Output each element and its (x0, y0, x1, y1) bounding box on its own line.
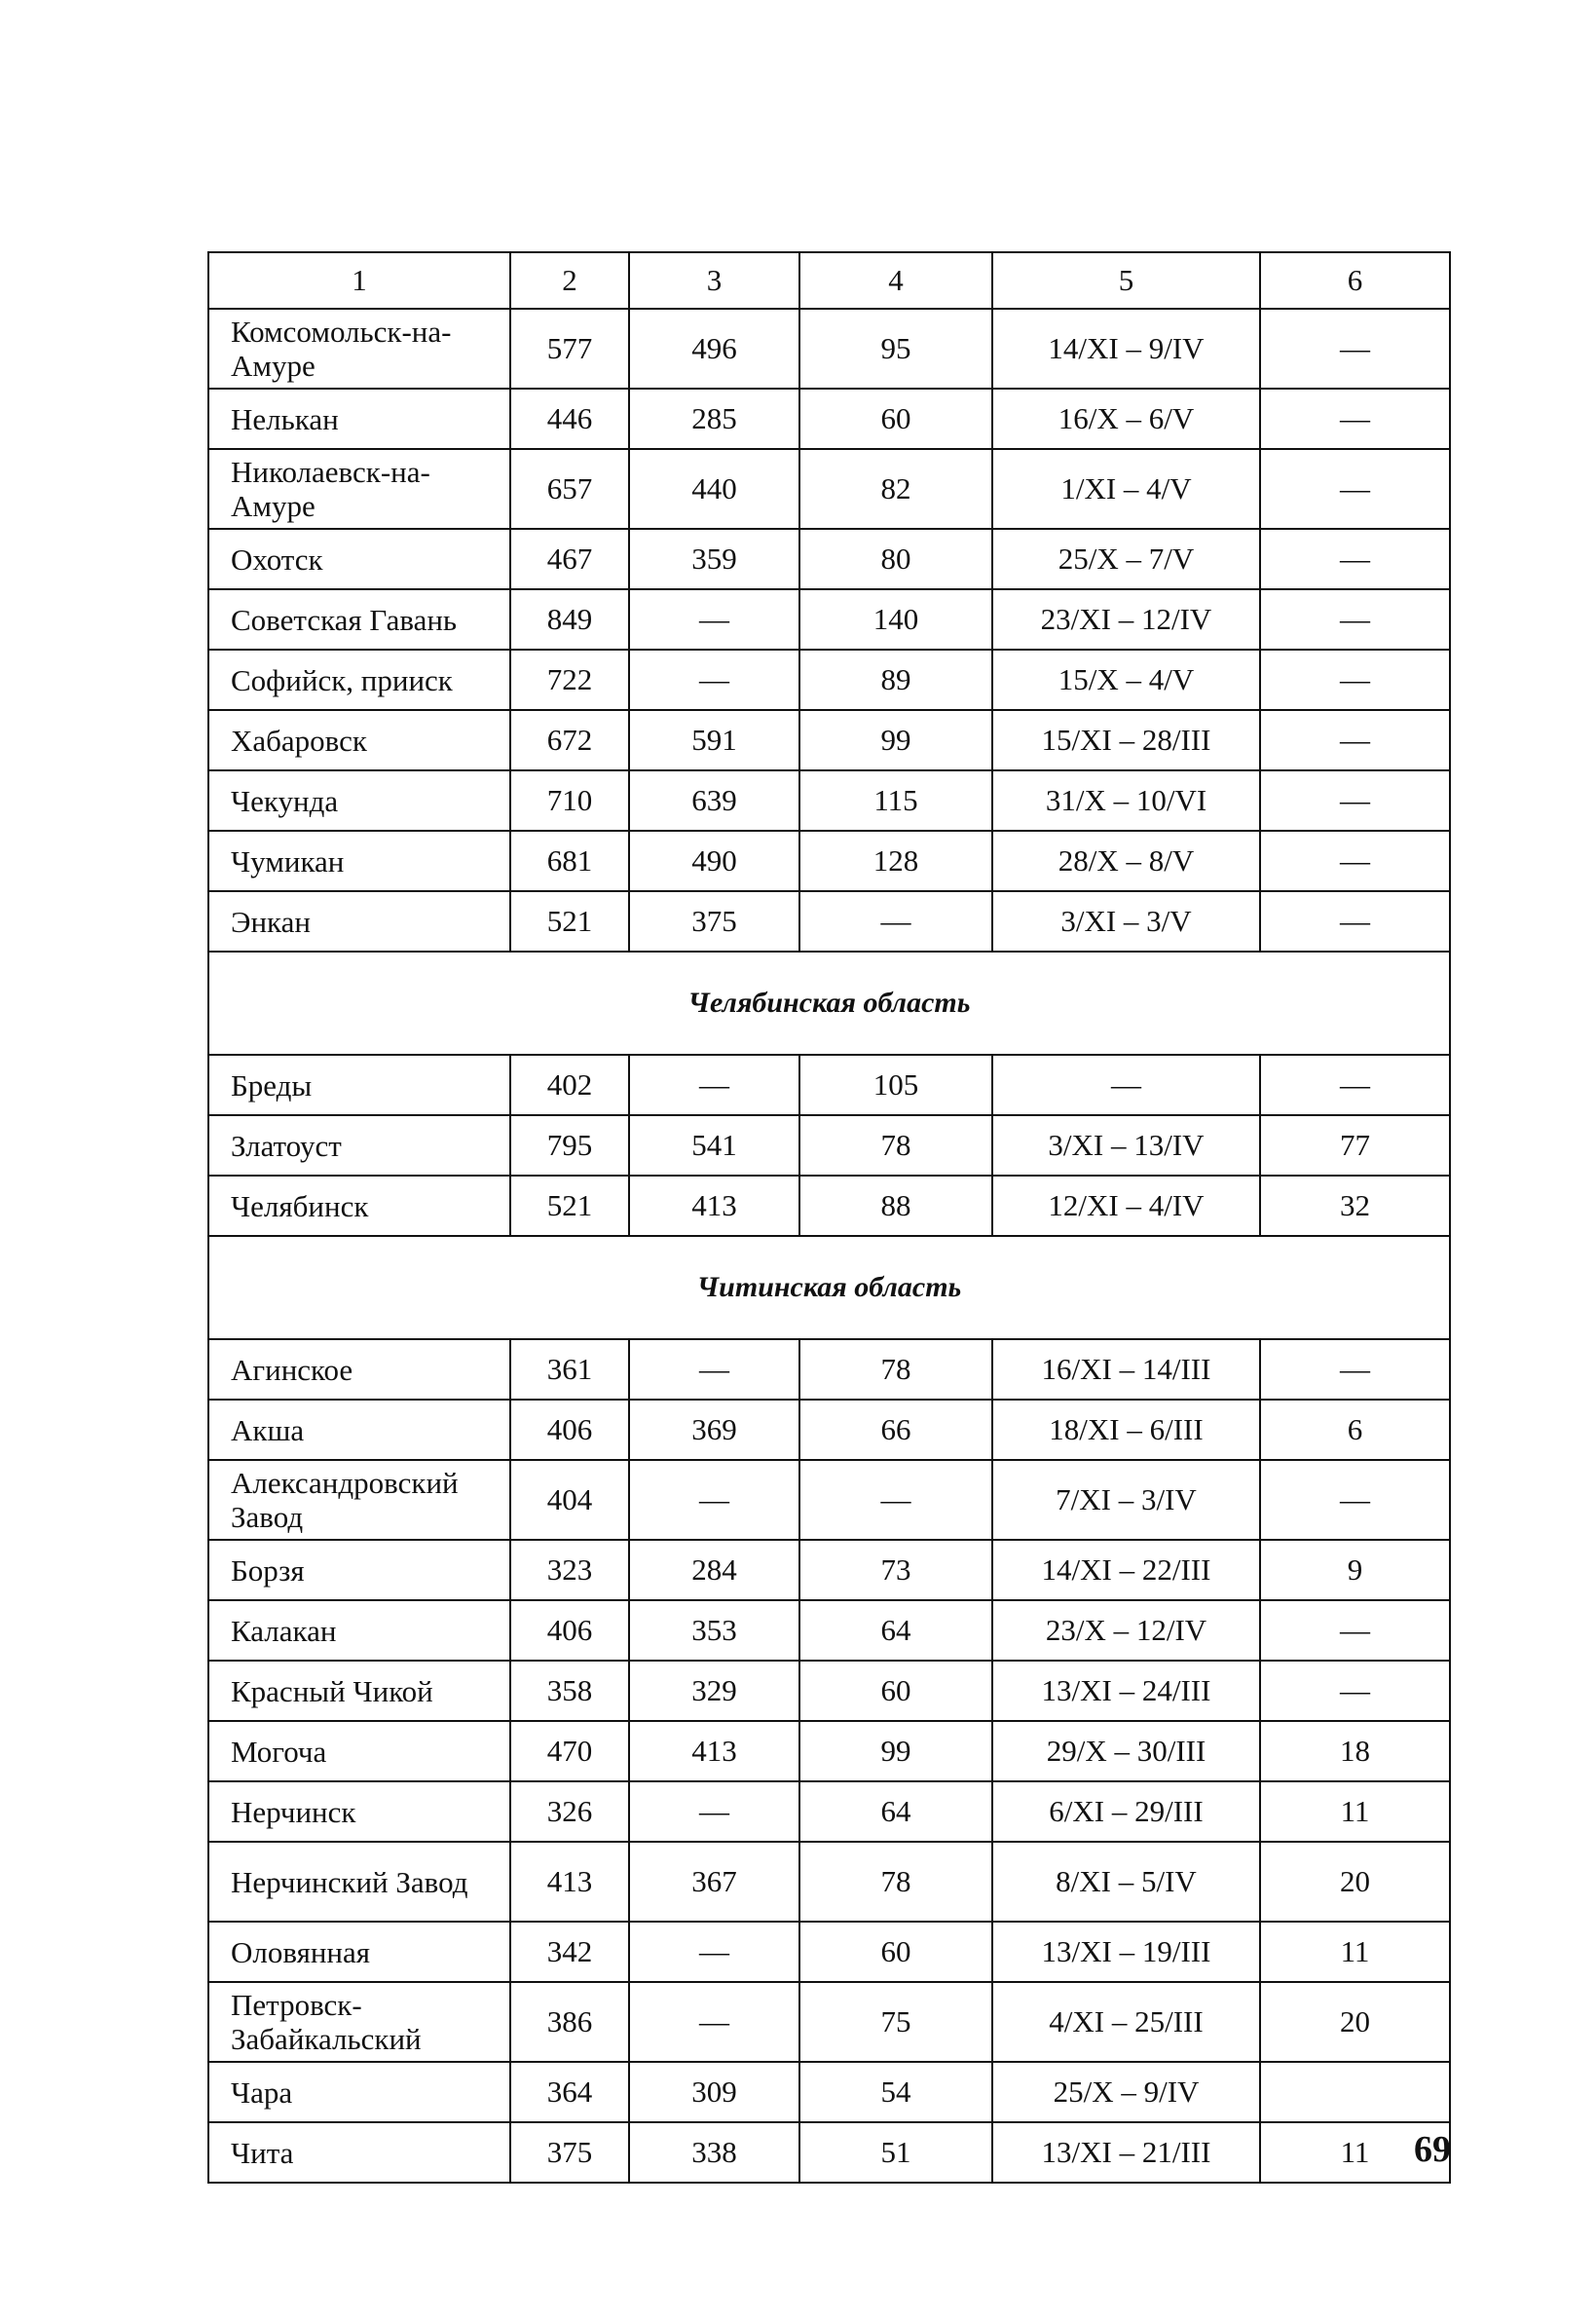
period-cell: 25/X – 7/V (992, 529, 1260, 589)
table-row (208, 1721, 1450, 1781)
table-body (208, 252, 1450, 2183)
table-row (208, 1540, 1450, 1600)
value-col4-cell: 89 (799, 650, 992, 710)
value-col3-cell: — (629, 650, 799, 710)
value-col2-cell: 672 (510, 710, 629, 770)
value-col3-cell: 496 (629, 309, 799, 389)
value-col3-cell: 329 (629, 1661, 799, 1721)
value-col4-cell: 78 (799, 1339, 992, 1400)
value-col3-cell: 440 (629, 449, 799, 529)
value-col4-cell: 80 (799, 529, 992, 589)
period-cell: 13/XI – 21/III (992, 2122, 1260, 2183)
value-col2-cell: 358 (510, 1661, 629, 1721)
value-col3-cell: 338 (629, 2122, 799, 2183)
station-name-cell: Хабаровск (208, 710, 510, 770)
column-number-4: 4 (799, 252, 992, 309)
value-col4-cell: 99 (799, 1721, 992, 1781)
value-col3-cell: 541 (629, 1115, 799, 1176)
value-col6-cell: — (1260, 449, 1450, 529)
station-name-cell: Николаевск-на-Амуре (208, 449, 510, 529)
value-col6-cell: — (1260, 650, 1450, 710)
value-col3-cell: 591 (629, 710, 799, 770)
station-name-cell: Софийск, прииск (208, 650, 510, 710)
table-row (208, 710, 1450, 770)
station-name-cell: Оловянная (208, 1922, 510, 1982)
value-col6-cell: — (1260, 1661, 1450, 1721)
station-name-cell: Нерчинский Завод (208, 1842, 510, 1922)
value-col3-cell: — (629, 1339, 799, 1400)
value-col2-cell: 521 (510, 1176, 629, 1236)
period-cell: 16/XI – 14/III (992, 1339, 1260, 1400)
table-row (208, 1339, 1450, 1400)
value-col3-cell: 375 (629, 891, 799, 952)
station-name-cell: Чита (208, 2122, 510, 2183)
value-col6-cell: — (1260, 1339, 1450, 1400)
value-col4-cell: 115 (799, 770, 992, 831)
period-cell: 18/XI – 6/III (992, 1400, 1260, 1460)
table-row (208, 309, 1450, 389)
value-col6-cell: — (1260, 1055, 1450, 1115)
table-row (208, 589, 1450, 650)
station-name-cell: Калакан (208, 1600, 510, 1661)
table-row (208, 1922, 1450, 1982)
value-col2-cell: 406 (510, 1400, 629, 1460)
table-row (208, 770, 1450, 831)
value-col2-cell: 710 (510, 770, 629, 831)
value-col3-cell: — (629, 1055, 799, 1115)
station-name-cell: Златоуст (208, 1115, 510, 1176)
value-col4-cell: 78 (799, 1115, 992, 1176)
table-row (208, 2122, 1450, 2183)
value-col3-cell: 359 (629, 529, 799, 589)
period-cell: 7/XI – 3/IV (992, 1460, 1260, 1540)
value-col2-cell: 406 (510, 1600, 629, 1661)
period-cell: 31/X – 10/VI (992, 770, 1260, 831)
value-col3-cell: — (629, 1781, 799, 1842)
value-col6-cell: — (1260, 891, 1450, 952)
table-row (208, 650, 1450, 710)
value-col3-cell: — (629, 1922, 799, 1982)
value-col2-cell: 470 (510, 1721, 629, 1781)
value-col6-cell: — (1260, 1460, 1450, 1540)
value-col2-cell: 413 (510, 1842, 629, 1922)
period-cell: 3/XI – 13/IV (992, 1115, 1260, 1176)
value-col6-cell: 20 (1260, 1982, 1450, 2062)
climate-table (207, 251, 1451, 2184)
value-col6-cell: 77 (1260, 1115, 1450, 1176)
value-col2-cell: 361 (510, 1339, 629, 1400)
value-col4-cell: 60 (799, 1922, 992, 1982)
period-cell: 14/XI – 9/IV (992, 309, 1260, 389)
table-row (208, 1176, 1450, 1236)
value-col4-cell: 82 (799, 449, 992, 529)
value-col6-cell: — (1260, 389, 1450, 449)
value-col6-cell: 11 (1260, 2122, 1450, 2183)
value-col2-cell: 681 (510, 831, 629, 891)
value-col6-cell: 11 (1260, 1922, 1450, 1982)
value-col4-cell: 73 (799, 1540, 992, 1600)
value-col2-cell: 323 (510, 1540, 629, 1600)
table-row (208, 891, 1450, 952)
value-col4-cell: 60 (799, 1661, 992, 1721)
station-name-cell: Советская Гавань (208, 589, 510, 650)
station-name-cell: Нерчинск (208, 1781, 510, 1842)
value-col2-cell: 342 (510, 1922, 629, 1982)
value-col2-cell: 657 (510, 449, 629, 529)
value-col2-cell: 375 (510, 2122, 629, 2183)
value-col4-cell: 51 (799, 2122, 992, 2183)
value-col2-cell: 446 (510, 389, 629, 449)
table-row (208, 1982, 1450, 2062)
value-col3-cell: 490 (629, 831, 799, 891)
value-col2-cell: 722 (510, 650, 629, 710)
value-col2-cell: 467 (510, 529, 629, 589)
value-col6-cell: — (1260, 529, 1450, 589)
value-col4-cell: 105 (799, 1055, 992, 1115)
period-cell: 4/XI – 25/III (992, 1982, 1260, 2062)
region-title: Челябинская область (208, 952, 1450, 1055)
period-cell: 15/X – 4/V (992, 650, 1260, 710)
column-number-6: 6 (1260, 252, 1450, 309)
value-col6-cell: 9 (1260, 1540, 1450, 1600)
table-row (208, 1781, 1450, 1842)
value-col4-cell: 95 (799, 309, 992, 389)
table-row (208, 1055, 1450, 1115)
station-name-cell: Красный Чикой (208, 1661, 510, 1721)
value-col6-cell: 32 (1260, 1176, 1450, 1236)
table-row (208, 1842, 1450, 1922)
value-col4-cell: 60 (799, 389, 992, 449)
value-col4-cell: 64 (799, 1600, 992, 1661)
value-col6-cell: — (1260, 589, 1450, 650)
value-col2-cell: 326 (510, 1781, 629, 1842)
station-name-cell: Акша (208, 1400, 510, 1460)
period-cell: 6/XI – 29/III (992, 1781, 1260, 1842)
period-cell: 29/X – 30/III (992, 1721, 1260, 1781)
value-col2-cell: 577 (510, 309, 629, 389)
table-row (208, 1661, 1450, 1721)
value-col4-cell: 140 (799, 589, 992, 650)
value-col2-cell: 795 (510, 1115, 629, 1176)
period-cell: 15/XI – 28/III (992, 710, 1260, 770)
value-col6-cell (1260, 2062, 1450, 2122)
value-col4-cell: — (799, 1460, 992, 1540)
value-col4-cell: 64 (799, 1781, 992, 1842)
table-row (208, 831, 1450, 891)
value-col3-cell: — (629, 1982, 799, 2062)
value-col3-cell: 413 (629, 1176, 799, 1236)
value-col3-cell: 639 (629, 770, 799, 831)
value-col3-cell: 309 (629, 2062, 799, 2122)
station-name-cell: Борзя (208, 1540, 510, 1600)
value-col6-cell: 18 (1260, 1721, 1450, 1781)
period-cell: 3/XI – 3/V (992, 891, 1260, 952)
value-col2-cell: 849 (510, 589, 629, 650)
value-col3-cell: 285 (629, 389, 799, 449)
value-col3-cell: 353 (629, 1600, 799, 1661)
station-name-cell: Охотск (208, 529, 510, 589)
table-row (208, 1460, 1450, 1540)
period-cell: 16/X – 6/V (992, 389, 1260, 449)
station-name-cell: Энкан (208, 891, 510, 952)
station-name-cell: Комсомольск-на-Амуре (208, 309, 510, 389)
value-col2-cell: 404 (510, 1460, 629, 1540)
value-col3-cell: 413 (629, 1721, 799, 1781)
period-cell: — (992, 1055, 1260, 1115)
station-name-cell: Челябинск (208, 1176, 510, 1236)
period-cell: 25/X – 9/IV (992, 2062, 1260, 2122)
station-name-cell: Бреды (208, 1055, 510, 1115)
period-cell: 14/XI – 22/III (992, 1540, 1260, 1600)
period-cell: 12/XI – 4/IV (992, 1176, 1260, 1236)
value-col4-cell: 128 (799, 831, 992, 891)
table-row (208, 389, 1450, 449)
value-col6-cell: — (1260, 770, 1450, 831)
value-col4-cell: 75 (799, 1982, 992, 2062)
value-col3-cell: 284 (629, 1540, 799, 1600)
period-cell: 8/XI – 5/IV (992, 1842, 1260, 1922)
column-number-3: 3 (629, 252, 799, 309)
value-col2-cell: 386 (510, 1982, 629, 2062)
value-col4-cell: 54 (799, 2062, 992, 2122)
value-col6-cell: — (1260, 309, 1450, 389)
value-col6-cell: — (1260, 1600, 1450, 1661)
value-col3-cell: 369 (629, 1400, 799, 1460)
region-header-row (208, 1236, 1450, 1339)
station-name-cell: Агинское (208, 1339, 510, 1400)
column-number-header-row (208, 252, 1450, 309)
table-row (208, 1600, 1450, 1661)
value-col4-cell: 99 (799, 710, 992, 770)
column-number-1: 1 (208, 252, 510, 309)
value-col6-cell: 6 (1260, 1400, 1450, 1460)
table-row (208, 1115, 1450, 1176)
value-col2-cell: 521 (510, 891, 629, 952)
period-cell: 23/XI – 12/IV (992, 589, 1260, 650)
station-name-cell: Петровск-Забайкальский (208, 1982, 510, 2062)
value-col4-cell: 88 (799, 1176, 992, 1236)
page-number: 69 (1414, 2129, 1451, 2170)
value-col6-cell: 11 (1260, 1781, 1450, 1842)
value-col6-cell: — (1260, 710, 1450, 770)
station-name-cell: Александровский Завод (208, 1460, 510, 1540)
value-col3-cell: — (629, 589, 799, 650)
table-row (208, 529, 1450, 589)
period-cell: 13/XI – 19/III (992, 1922, 1260, 1982)
column-number-2: 2 (510, 252, 629, 309)
period-cell: 1/XI – 4/V (992, 449, 1260, 529)
period-cell: 13/XI – 24/III (992, 1661, 1260, 1721)
table-row (208, 449, 1450, 529)
climate-table-container (207, 251, 1449, 2184)
value-col3-cell: 367 (629, 1842, 799, 1922)
value-col4-cell: 66 (799, 1400, 992, 1460)
period-cell: 23/X – 12/IV (992, 1600, 1260, 1661)
station-name-cell: Чумикан (208, 831, 510, 891)
value-col6-cell: — (1260, 831, 1450, 891)
table-row (208, 2062, 1450, 2122)
table-row (208, 1400, 1450, 1460)
value-col2-cell: 402 (510, 1055, 629, 1115)
column-number-5: 5 (992, 252, 1260, 309)
value-col6-cell: 20 (1260, 1842, 1450, 1922)
period-cell: 28/X – 8/V (992, 831, 1260, 891)
station-name-cell: Чекунда (208, 770, 510, 831)
value-col4-cell: — (799, 891, 992, 952)
station-name-cell: Нелькан (208, 389, 510, 449)
value-col4-cell: 78 (799, 1842, 992, 1922)
value-col2-cell: 364 (510, 2062, 629, 2122)
station-name-cell: Чара (208, 2062, 510, 2122)
region-title: Читинская область (208, 1236, 1450, 1339)
station-name-cell: Могоча (208, 1721, 510, 1781)
value-col3-cell: — (629, 1460, 799, 1540)
region-header-row (208, 952, 1450, 1055)
